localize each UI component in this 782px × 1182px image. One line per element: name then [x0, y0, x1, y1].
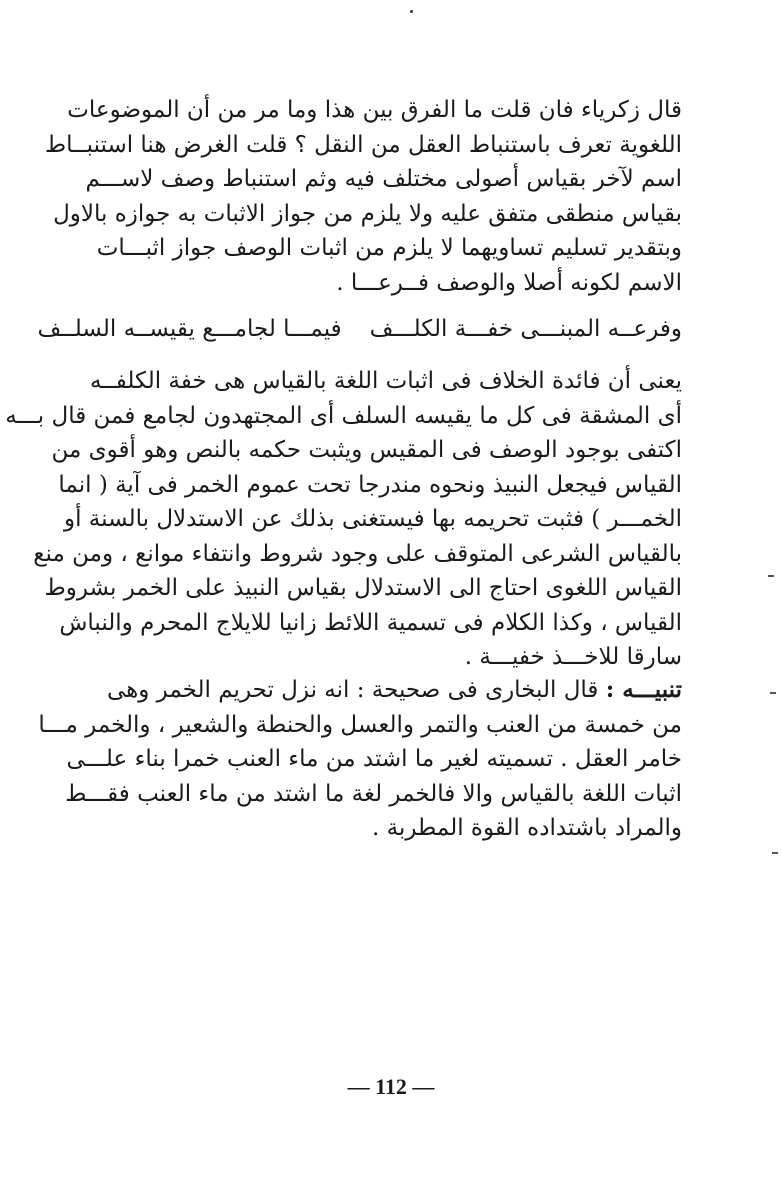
text-line: سارقا للاخـــذ خفيـــة . [464, 644, 682, 670]
text-line: اسم لآخر بقياس أصولى مختلف فيه وثم استنباط وصف لاســـم [85, 166, 682, 192]
margin-tick-mark [772, 852, 778, 854]
paragraph-question [44, 93, 682, 300]
text-line: والمراد باشتداده القوة المطربة . [371, 815, 682, 841]
text-line: يعنى أن فائدة الخلاف فى اثبات اللغة بالقياس هى خفة الكلفــه [89, 368, 682, 394]
text-line: اللغوية تعرف باستنباط العقل من النقل ؟ قلت الغرض هنا استنبــاط [44, 131, 682, 158]
text-line: القياس ، وكذا الكلام فى تسمية اللائط زانيا للايلاج المحرم والنباش [59, 609, 682, 636]
verse-right-hemistich: وفرعــه المبنـــى خفـــة الكلـــف [369, 316, 682, 342]
text-line: القياس فيجعل النبيذ ونحوه مندرجا تحت عموم الخمر فى آية ( انما [58, 471, 682, 498]
text-line: أى المشقة فى كل ما يقيسه السلف أى المجتهدون لجامع فمن قال بـــه [5, 402, 682, 429]
paragraph-commentary [5, 364, 682, 675]
paragraph-note [38, 673, 682, 846]
verse-hemistichs [37, 312, 682, 347]
text-line: اثبات اللغة بالقياس والا فالخمر لغة ما اشتد من ماء العنب فقـــط [65, 780, 682, 807]
page-number: — 112 — [347, 1074, 435, 1099]
text-line: اكتفى بوجود الوصف فى المقيس ويثبت حكمه بالنص وهو أقوى من [51, 437, 682, 463]
top-ink-dot [410, 10, 413, 13]
text-line: خامر العقل . تسميته لغير ما اشتد من ماء العنب خمرا بناء علـــى [66, 746, 682, 772]
margin-tick-mark [768, 575, 774, 577]
text-line: وبتقدير تسليم تساويهما لا يلزم من اثبات الوصف جواز اثبـــات [96, 235, 682, 261]
note-first-line-text: قال البخارى فى صحيحة : انه نزل تحريم الخمر وهى [106, 677, 599, 703]
note-first-line [86, 673, 682, 708]
note-label: تنبيـــه : [605, 676, 682, 703]
text-line: القياس اللغوى احتاج الى الاستدلال بقياس النبيذ على الخمر بشروط [44, 575, 682, 601]
text-line: قال زكرياء فان قلت ما الفرق بين هذا وما مر من أن الموضوعات [67, 97, 682, 123]
margin-tick-mark [770, 692, 776, 694]
verse-line [37, 312, 682, 347]
text-line: بقياس منطقى متفق عليه ولا يلزم من جواز الاثبات به جوازه بالاول [53, 200, 682, 227]
text-line: من خمسة من العنب والتمر والعسل والحنطة والشعير ، والخمر مـــا [38, 711, 682, 738]
text-line: الخمـــر ) فثبت تحريمه بها فيستغنى بذلك عن الاستدلال بالسنة أو [64, 506, 682, 532]
verse-left-hemistich: فيمـــا لجامـــع يقيســه السلــف [37, 316, 342, 342]
text-line: بالقياس الشرعى المتوقف على وجود شروط وانتفاء موانع ، ومن منع [33, 540, 682, 567]
text-line: الاسم لكونه أصلا والوصف فــرعـــا . [336, 269, 682, 296]
